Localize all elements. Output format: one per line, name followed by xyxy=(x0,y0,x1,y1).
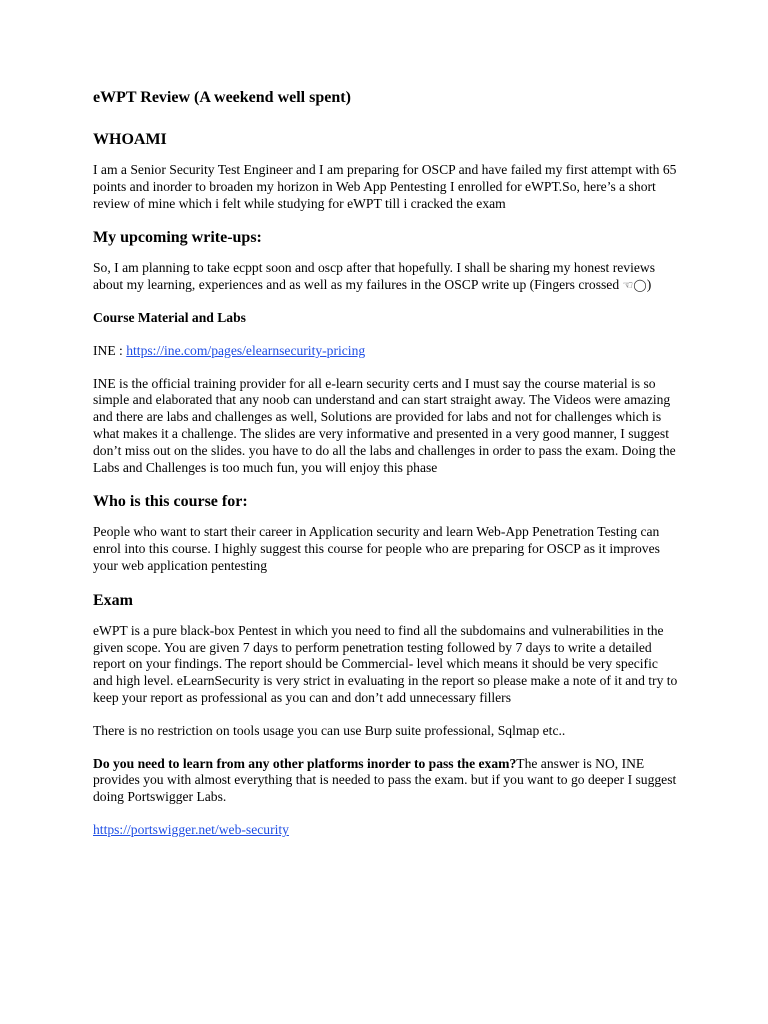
whoami-paragraph: I am a Senior Security Test Engineer and I am preparing for OSCP and have failed my first attempt with 65 points and inorder to broaden my horizon in Web App Pentesting I enrolled for eWPT.So, here’s a short review of mine which i felt while studying for eWPT till i cracked the exam xyxy=(93,162,677,211)
writeups-paragraph xyxy=(93,260,678,294)
course-paragraph: INE is the official training provider for all e-learn security certs and I must say the course material is so simple and elaborated that any noob can understand and can start straight away. The Videos were amazing and there are labs and challenges as well, Solutions are provided for labs and not for challenges which is what makes it a challenge. The slides are very informative and presented in a very good manner, I suggest don’t miss out on the slides. you have to do all the labs and challenges in order to pass the exam. Doing the Labs and Challenges is too much fun, you will enjoy this phase xyxy=(93,375,676,475)
exam-heading: Exam xyxy=(93,591,133,609)
document-title: eWPT Review (A weekend well spent) xyxy=(93,89,351,106)
writeups-heading: My upcoming write-ups: xyxy=(93,229,262,247)
ine-label: INE : xyxy=(93,342,127,358)
ine-pricing-link[interactable]: https://ine.com/pages/elearnsecurity-pricing xyxy=(126,342,366,358)
exam-paragraph: eWPT is a pure black-box Pentest in which you need to find all the subdomains and vulnerabilities in the given scope. You are given 7 days to perform penetration testing followed by 7 days to write a detailed report on your findings. The report should be Commercial- level which means it should be very specific and high level. eLearnSecurity is very strict in evaluating in the report so please make a note of it and try to keep your report as professional as you can and don’t add unnecessary fillers xyxy=(93,622,678,705)
portswigger-link[interactable]: https://portswigger.net/web-security xyxy=(93,821,289,837)
platforms-paragraph xyxy=(93,756,678,806)
fingers-crossed-icon: ☜◯ xyxy=(622,278,647,293)
portswigger-link-line xyxy=(93,822,678,839)
audience-paragraph: People who want to start their career in Application security and learn Web-App Penetration Testing can enrol into this course. I highly suggest this course for people who are preparing for OSCP as it improves your web application pentesting xyxy=(93,524,660,573)
tools-paragraph: There is no restriction on tools usage you can use Burp suite professional, Sqlmap etc.. xyxy=(93,722,566,738)
writeups-text-end: ) xyxy=(646,277,652,293)
whoami-heading: WHOAMI xyxy=(93,131,167,148)
course-heading: Course Material and Labs xyxy=(93,309,246,325)
audience-heading: Who is this course for: xyxy=(93,493,248,511)
ine-link-line xyxy=(93,343,678,360)
platforms-question: Do you need to learn from any other platforms inorder to pass the exam? xyxy=(93,755,517,771)
platforms-answer: The answer is NO, INE provides you with almost everything that is needed to pass the exam. but if you want to go deeper I suggest doing Portswigger Labs. xyxy=(93,755,677,805)
writeups-text: So, I am planning to take ecppt soon and oscp after that hopefully. I shall be sharing my honest reviews about my learning, experiences and as well as my failures in the OSCP write up (Fingers crossed xyxy=(93,260,655,293)
